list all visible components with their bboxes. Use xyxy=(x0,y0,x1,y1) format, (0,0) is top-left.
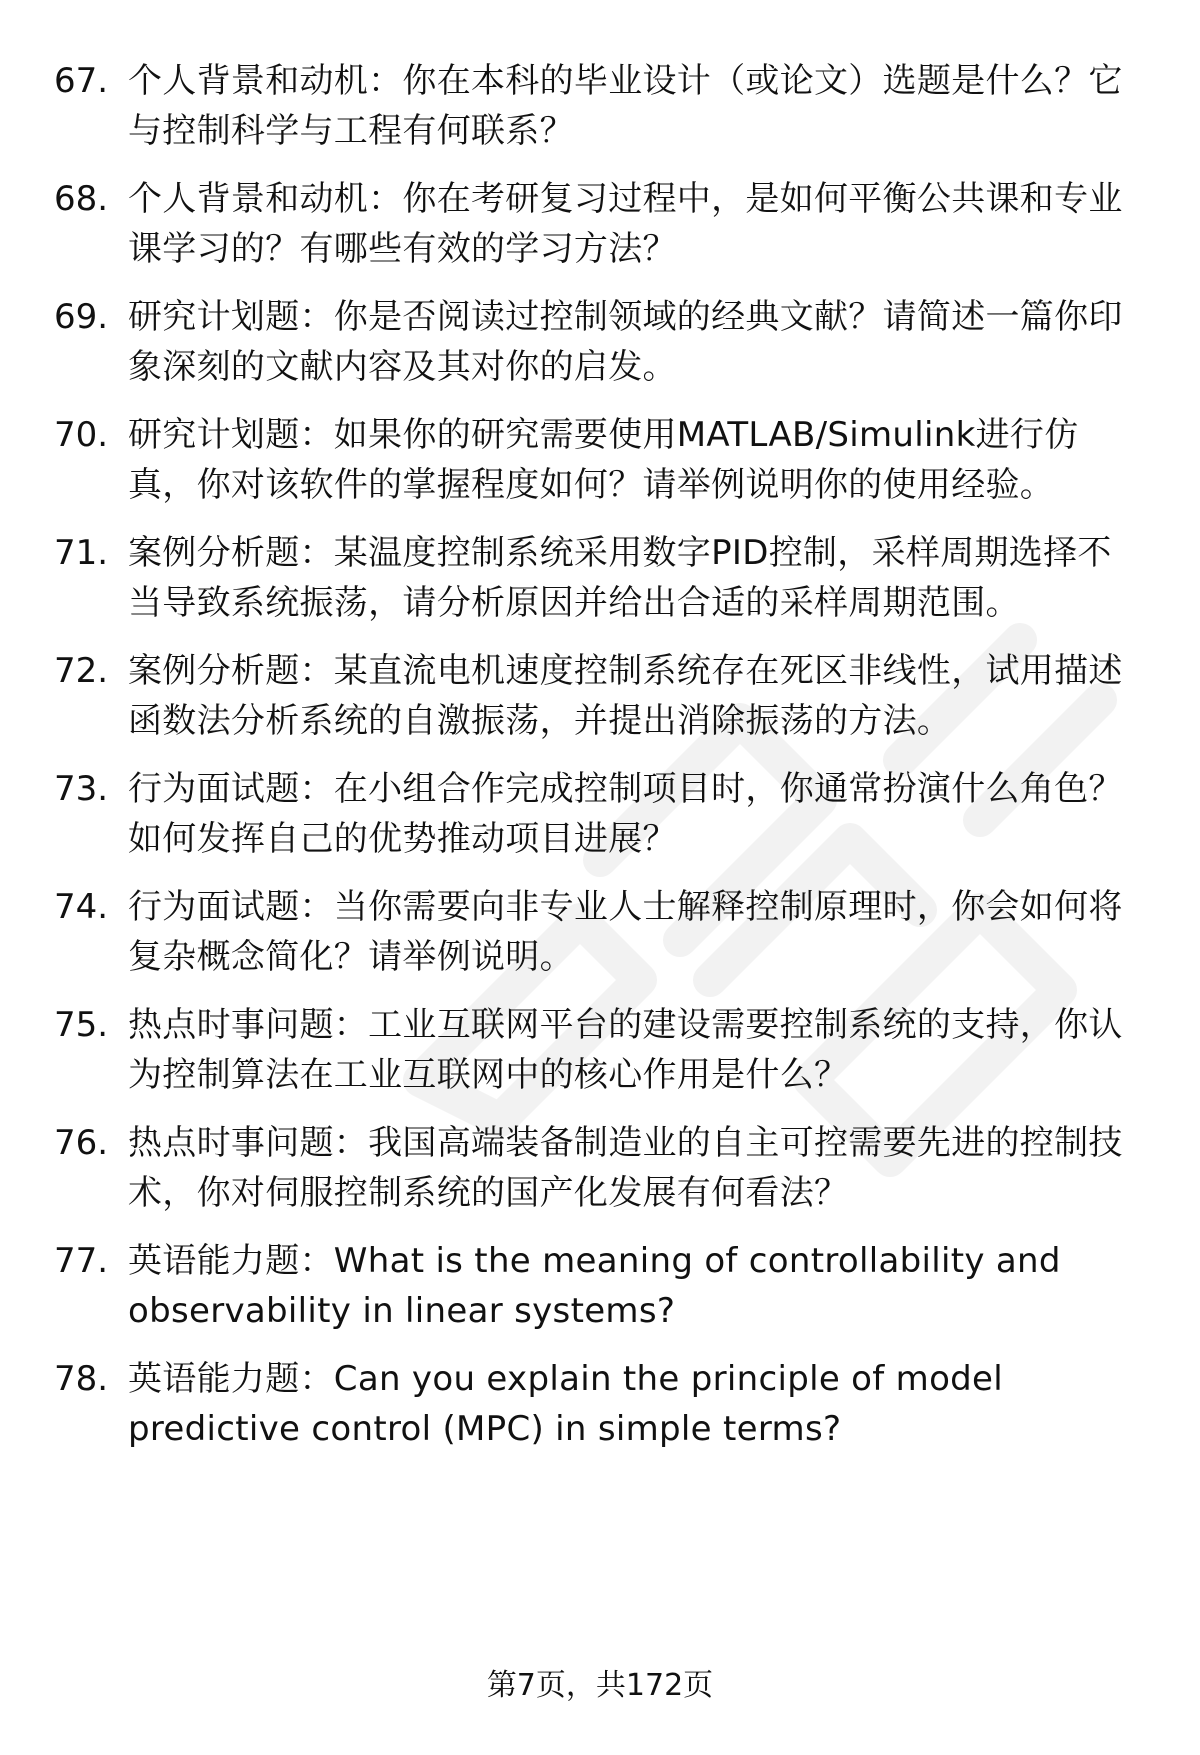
question-item xyxy=(0,528,1200,638)
question-text: 研究计划题：如果你的研究需要使用MATLAB/Simulink进行仿真，你对该软件的掌握程度如何？请举例说明你的使用经验。 xyxy=(128,415,1079,505)
question-item xyxy=(0,1000,1200,1110)
question-text: 案例分析题：某温度控制系统采用数字PID控制，采样周期选择不当导致系统振荡，请分析原因并给出合适的采样周期范围。 xyxy=(128,533,1112,623)
question-text: 热点时事问题：我国高端装备制造业的自主可控需要先进的控制技术，你对伺服控制系统的国产化发展有何看法？ xyxy=(128,1123,1123,1213)
question-number: 75. xyxy=(54,1005,109,1045)
question-text: 个人背景和动机：你在考研复习过程中，是如何平衡公共课和专业课学习的？有哪些有效的学习方法？ xyxy=(128,179,1123,269)
question-text: 行为面试题：在小组合作完成控制项目时，你通常扮演什么角色？如何发挥自己的优势推动项目进展？ xyxy=(128,769,1123,859)
question-number: 73. xyxy=(54,769,109,809)
question-item xyxy=(0,410,1200,520)
question-item xyxy=(0,1354,1200,1464)
question-item xyxy=(0,646,1200,756)
question-number: 68. xyxy=(54,179,109,219)
question-number: 71. xyxy=(54,533,109,573)
question-item xyxy=(0,174,1200,284)
question-item xyxy=(0,764,1200,874)
question-text: 英语能力题：Can you explain the principle of model predictive control (MPC) in simple terms? xyxy=(128,1359,1004,1449)
question-number: 77. xyxy=(54,1241,109,1281)
question-number: 78. xyxy=(54,1359,109,1399)
question-number: 67. xyxy=(54,61,109,101)
question-item xyxy=(0,292,1200,402)
question-number: 74. xyxy=(54,887,109,927)
question-text: 行为面试题：当你需要向非专业人士解释控制原理时，你会如何将复杂概念简化？请举例说明。 xyxy=(128,887,1123,977)
question-number: 76. xyxy=(54,1123,109,1163)
question-number: 72. xyxy=(54,651,109,691)
question-text: 案例分析题：某直流电机速度控制系统存在死区非线性，试用描述函数法分析系统的自激振荡，并提出消除振荡的方法。 xyxy=(128,651,1123,741)
question-number: 70. xyxy=(54,415,109,455)
question-item xyxy=(0,1118,1200,1228)
question-text: 个人背景和动机：你在本科的毕业设计（或论文）选题是什么？它与控制科学与工程有何联系？ xyxy=(128,61,1123,151)
page-footer: 第7页，共172页 xyxy=(486,1668,714,1703)
question-text: 热点时事问题：工业互联网平台的建设需要控制系统的支持，你认为控制算法在工业互联网中的核心作用是什么？ xyxy=(128,1005,1123,1095)
question-item xyxy=(0,882,1200,992)
question-text: 研究计划题：你是否阅读过控制领域的经典文献？请简述一篇你印象深刻的文献内容及其对你的启发。 xyxy=(128,297,1123,387)
question-number: 69. xyxy=(54,297,109,337)
question-item xyxy=(0,1236,1200,1346)
question-item xyxy=(0,56,1200,166)
question-text: 英语能力题：What is the meaning of controllability and observability in linear systems? xyxy=(128,1241,1061,1331)
